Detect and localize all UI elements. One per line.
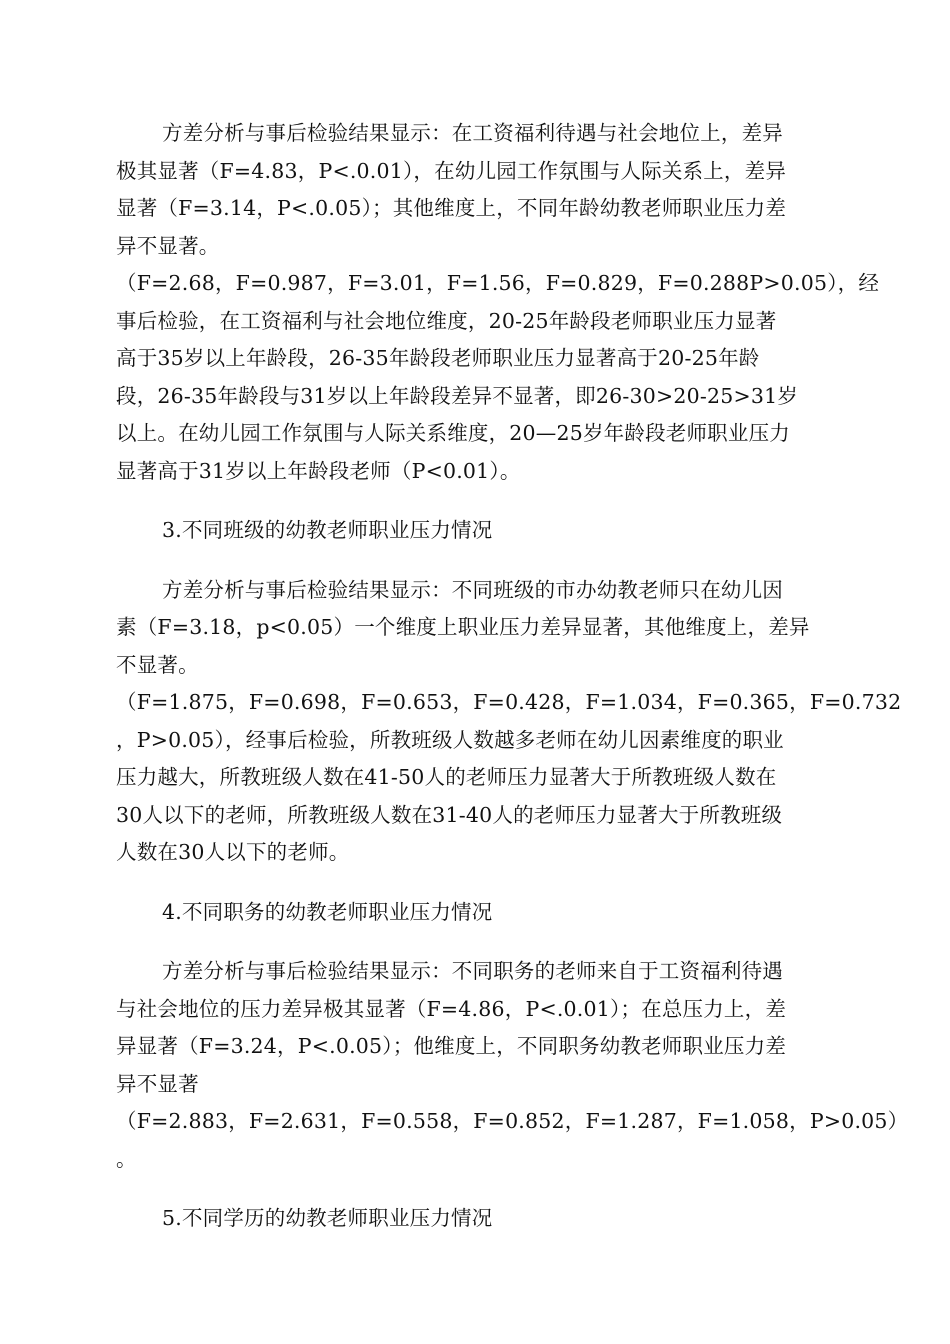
text-line: 显著高于31岁以上年龄段老师（P<0.01）。 [116, 458, 521, 483]
text-line: 方差分析与事后检验结果显示：不同班级的市办幼教老师只在幼儿因 [162, 577, 783, 602]
text-line: 异显著（F=3.24，P<.0.05）；他维度上，不同职务幼教老师职业压力差 [116, 1034, 787, 1058]
text-line: 事后检验，在工资福利与社会地位维度，20-25年龄段老师职业压力显著 [116, 308, 777, 333]
section-heading-5: 5.不同学历的幼教老师职业压力情况 [162, 1206, 493, 1230]
text-line: 异不显著 [116, 1071, 199, 1096]
section-heading-3: 3.不同班级的幼教老师职业压力情况 [162, 518, 493, 542]
text-line: 方差分析与事后检验结果显示：不同职务的老师来自于工资福利待遇 [162, 959, 783, 983]
document-body [116, 115, 909, 1238]
text-line: （F=1.875，F=0.698，F=0.653，F=0.428，F=1.034，F=0.365，F=0.732 [116, 690, 902, 714]
text-line: （F=2.68，F=0.987，F=3.01，F=1.56，F=0.829，F=0.288P>0.05），经 [116, 271, 880, 295]
text-line: 素（F=3.18，p<0.05）一个维度上职业压力差异显著，其他维度上，差异 [116, 615, 810, 639]
paragraph-age-differences [116, 115, 880, 490]
text-line: 段，26-35年龄段与31岁以上年龄段差异不显著，即26-30>20-25>31岁 [116, 383, 799, 408]
text-line: 极其显著（F=4.83，P<.0.01），在幼儿园工作氛围与人际关系上，差异 [116, 158, 787, 183]
text-line: 压力越大，所教班级人数在41-50人的老师压力显著大于所教班级人数在 [116, 765, 777, 789]
text-line: 高于35岁以上年龄段，26-35年龄段老师职业压力显著高于20-25年龄 [116, 346, 760, 370]
text-line: 显著（F=3.14，P<.0.05）；其他维度上，不同年龄幼教老师职业压力差 [116, 196, 787, 220]
paragraph-class-differences [116, 572, 902, 872]
text-line: 方差分析与事后检验结果显示：在工资福利待遇与社会地位上，差异 [162, 121, 783, 145]
paragraph-position-differences [116, 953, 909, 1178]
text-line: 不显著。 [116, 652, 199, 677]
text-line: 以上。在幼儿园工作氛围与人际关系维度，20—25岁年龄段老师职业压力 [116, 421, 790, 445]
text-line: 。 [116, 1146, 137, 1171]
text-line: 异不显著。 [116, 233, 220, 258]
text-line: ，P>0.05），经事后检验，所教班级人数越多老师在幼儿因素维度的职业 [116, 727, 784, 752]
text-line: （F=2.883，F=2.631，F=0.558，F=0.852，F=1.287，F=1.058，P>0.05） [116, 1109, 909, 1133]
text-line: 人数在30人以下的老师。 [116, 840, 350, 864]
text-line: 与社会地位的压力差异极其显著（F=4.86，P<.0.01）；在总压力上，差 [116, 996, 787, 1021]
text-line: 30人以下的老师，所教班级人数在31-40人的老师压力显著大于所教班级 [116, 802, 783, 827]
section-heading-4: 4.不同职务的幼教老师职业压力情况 [162, 899, 493, 924]
